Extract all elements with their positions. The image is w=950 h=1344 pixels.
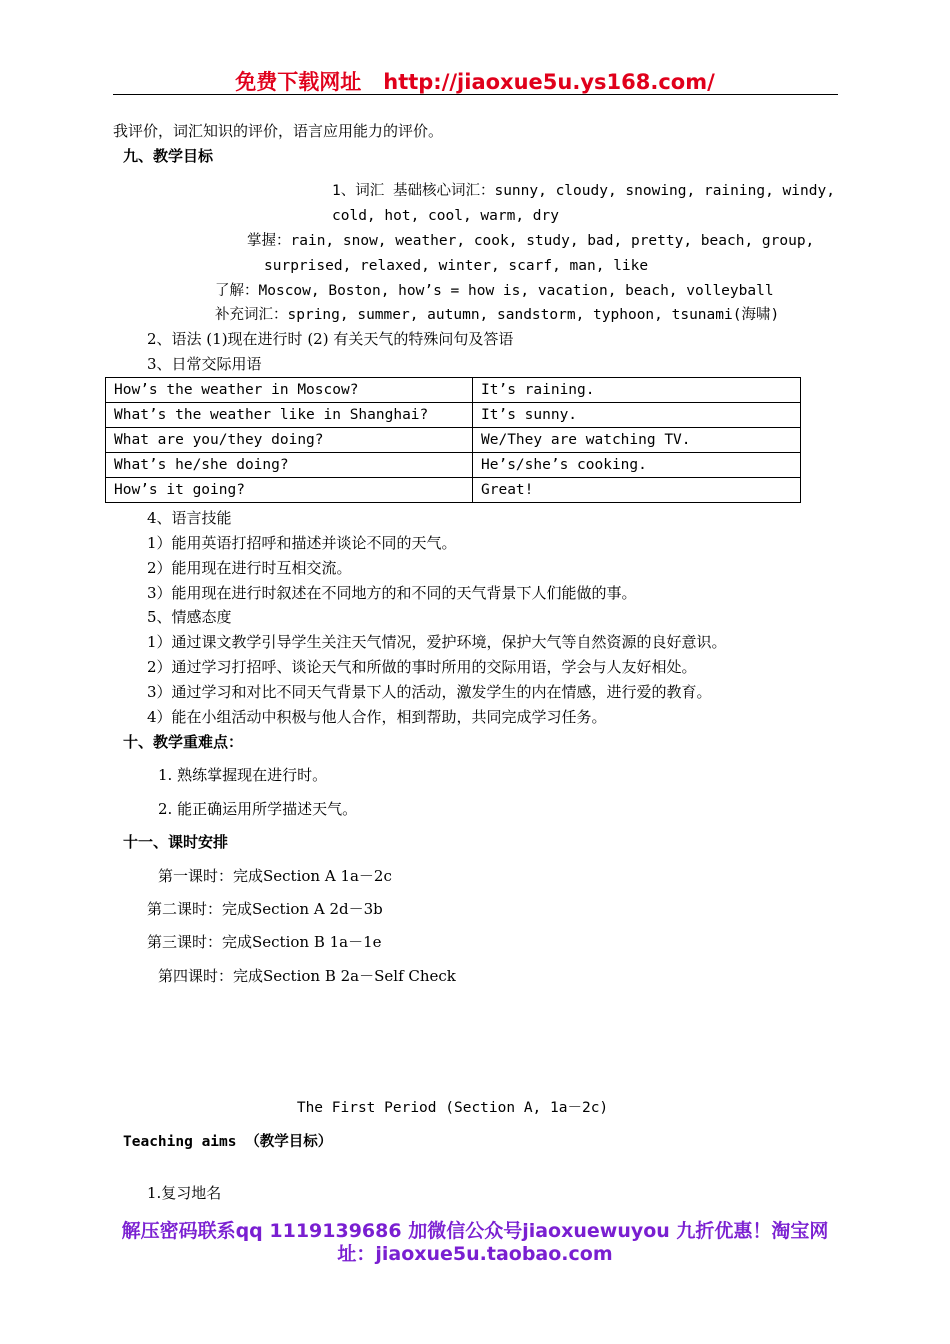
phrases-table <box>105 377 801 503</box>
first-period-title: The First Period (Section A, 1a－2c) <box>296 1100 609 1116</box>
skills-title: 4、语言技能 <box>147 509 232 527</box>
table-cell: What are you/they doing? <box>106 428 473 453</box>
footer-text: 解压密码联系qq 1119139686 加微信公众号jiaoxuewuyou 九折优惠！淘宝网址：jiaoxue5u.taobao.com <box>121 1220 829 1265</box>
attitude-title: 5、情感态度 <box>147 608 232 626</box>
header-rule <box>113 94 838 95</box>
vocab-master-line-2: surprised, relaxed, winter, scarf, man, like <box>264 258 649 274</box>
table-cell: He’s/she’s cooking. <box>473 453 801 478</box>
vocab-core-line-2: cold, hot, cool, warm, dry <box>332 208 559 224</box>
teaching-aims-title: Teaching aims （教学目标） <box>123 1134 333 1150</box>
period-item: 第三课时：完成Section B 1a－1e <box>147 933 382 951</box>
skill-item: 2）能用现在进行时互相交流。 <box>147 559 352 577</box>
table-row <box>106 378 801 403</box>
table-cell: How’s the weather in Moscow? <box>106 378 473 403</box>
table-row <box>106 428 801 453</box>
table-cell: How’s it going? <box>106 478 473 503</box>
attitude-item: 1）通过课文教学引导学生关注天气情况，爱护环境，保护大气等自然资源的良好意识。 <box>147 633 727 651</box>
period-item: 第二课时：完成Section A 2d－3b <box>147 900 383 918</box>
section-9-title: 九、教学目标 <box>123 147 214 165</box>
daily-phrases-title: 3、日常交际用语 <box>147 355 262 373</box>
table-row <box>106 453 801 478</box>
vocab-master-line-1: 掌握：rain, snow, weather, cook, study, bad, pretty, beach, group, <box>247 233 815 249</box>
table-row <box>106 478 801 503</box>
table-cell: It’s sunny. <box>473 403 801 428</box>
table-cell: What’s he/she doing? <box>106 453 473 478</box>
skill-item: 1）能用英语打招呼和描述并谈论不同的天气。 <box>147 534 457 552</box>
attitude-item: 2）通过学习打招呼、谈论天气和所做的事时所用的交际用语，学会与人友好相处。 <box>147 658 697 676</box>
table-row <box>106 403 801 428</box>
table-cell: We/They are watching TV. <box>473 428 801 453</box>
attitude-item: 3）通过学习和对比不同天气背景下人的活动，激发学生的内在情感，进行爱的教育。 <box>147 683 712 701</box>
period-item: 第一课时：完成Section A 1a－2c <box>158 867 392 885</box>
vocab-extra-line: 补充词汇：spring, summer, autumn, sandstorm, typhoon, tsunami(海啸) <box>215 307 780 323</box>
header-label: 免费下载网址 <box>235 70 362 94</box>
eval-line: 我评价，词汇知识的评价，语言应用能力的评价。 <box>113 122 444 140</box>
section-11-title: 十一、课时安排 <box>123 833 229 851</box>
period-item: 第四课时：完成Section B 2a－Self Check <box>158 967 456 985</box>
table-cell: What’s the weather like in Shanghai? <box>106 403 473 428</box>
skill-item: 3）能用现在进行时叙述在不同地方的和不同的天气背景下人们能做的事。 <box>147 584 637 602</box>
page-header <box>0 66 950 96</box>
attitude-item: 4）能在小组活动中积极与他人合作，相到帮助，共同完成学习任务。 <box>147 708 607 726</box>
section-10-title: 十、教学重难点： <box>123 733 244 751</box>
key-point-item: 2. 能正确运用所学描述天气。 <box>158 800 358 818</box>
table-cell: Great! <box>473 478 801 503</box>
page-footer <box>0 1220 950 1266</box>
table-cell: It’s raining. <box>473 378 801 403</box>
aim-item: 1.复习地名 <box>147 1184 222 1202</box>
key-point-item: 1. 熟练掌握现在进行时。 <box>158 766 328 784</box>
vocab-know-line: 了解：Moscow, Boston, how’s = how is, vacation, beach, volleyball <box>215 283 774 299</box>
header-url-link[interactable]: http://jiaoxue5u.ys168.com/ <box>383 70 715 94</box>
vocab-core-line-1: 1、词汇 基础核心词汇：sunny, cloudy, snowing, raining, windy, <box>332 183 835 199</box>
grammar-line: 2、语法 (1)现在进行时 (2) 有关天气的特殊问句及答语 <box>147 330 514 348</box>
